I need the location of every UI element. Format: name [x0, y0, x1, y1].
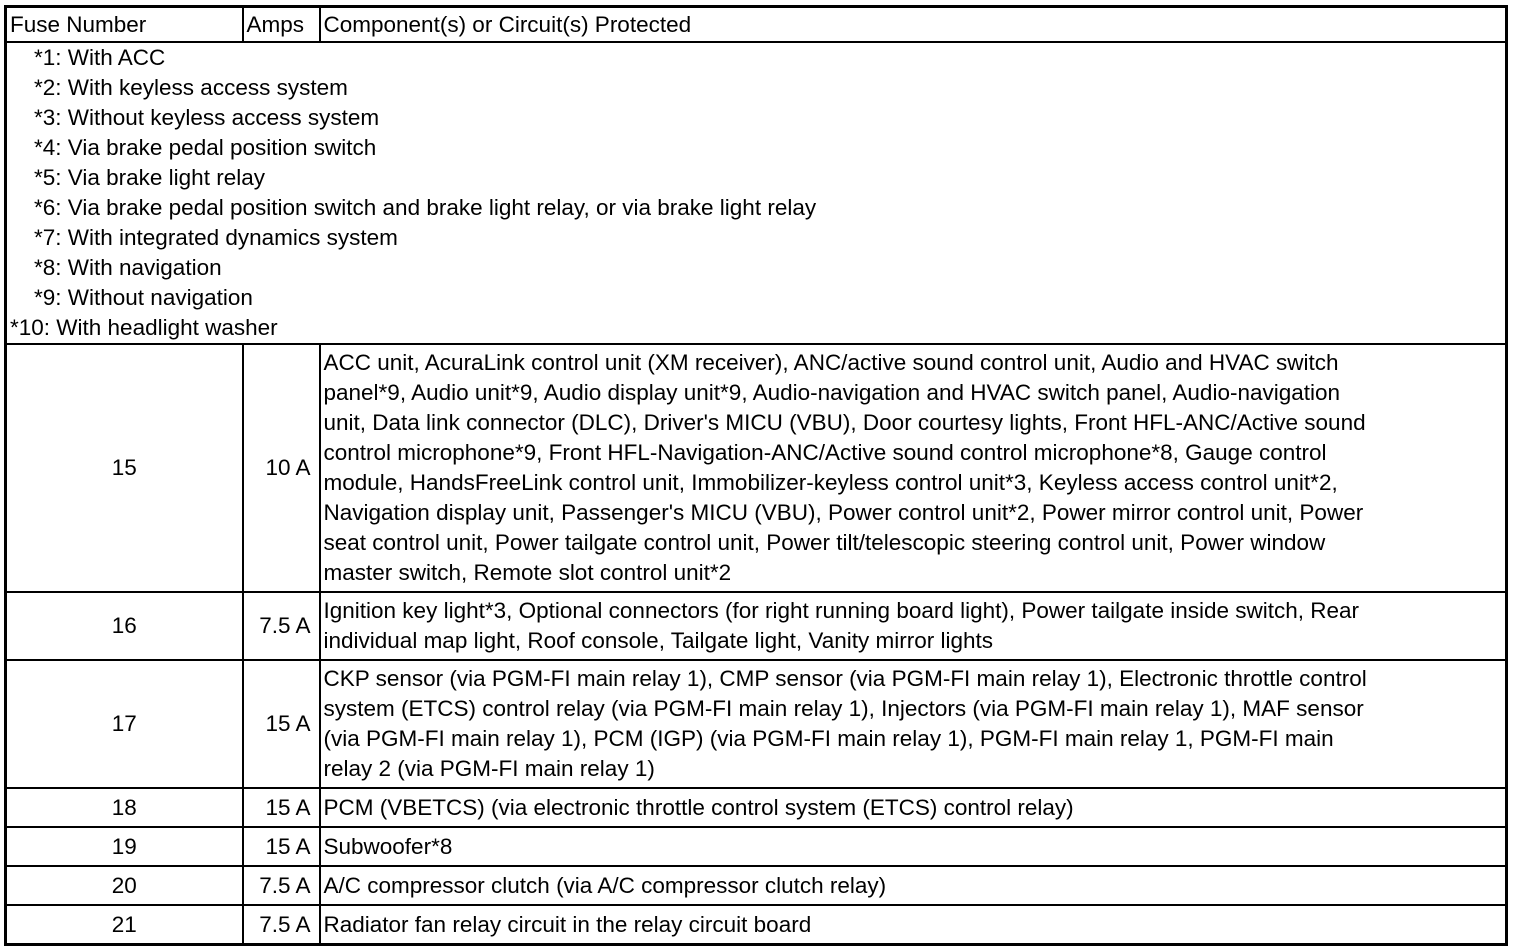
- component-line: master switch, Remote slot control unit*2: [323, 560, 732, 585]
- header-amps: Amps: [243, 7, 320, 43]
- component-line: Ignition key light*3, Optional connectors (for right running board light), Power tailgate inside switch, Rear: [323, 598, 1360, 623]
- fuse-components: [320, 344, 1507, 592]
- table-row: [6, 344, 1507, 592]
- footnote: *5: Via brake light relay: [34, 165, 265, 190]
- fuse-components: [320, 827, 1507, 866]
- footnote: *7: With integrated dynamics system: [34, 225, 398, 250]
- fuse-components: [320, 788, 1507, 827]
- table-row: [6, 905, 1507, 945]
- table-row: [6, 788, 1507, 827]
- fuse-amps: 7.5 A: [243, 592, 320, 660]
- fuse-amps: 7.5 A: [243, 866, 320, 905]
- fuse-number: 21: [6, 905, 243, 945]
- table-row: [6, 866, 1507, 905]
- component-line: control microphone*9, Front HFL-Navigation-ANC/Active sound control microphone*8, Gauge control: [323, 440, 1327, 465]
- component-line: seat control unit, Power tailgate control unit, Power tilt/telescopic steering control unit, Power window: [323, 530, 1326, 555]
- fuse-number: 19: [6, 827, 243, 866]
- component-line: Subwoofer*8: [323, 833, 453, 859]
- component-line: Radiator fan relay circuit in the relay circuit board: [323, 911, 812, 937]
- header-components: Component(s) or Circuit(s) Protected: [320, 7, 1507, 43]
- fuse-number: 18: [6, 788, 243, 827]
- footnote: *9: Without navigation: [34, 285, 253, 310]
- table-row: [6, 660, 1507, 788]
- fuse-components: [320, 905, 1507, 945]
- footnote: *2: With keyless access system: [34, 75, 348, 100]
- component-line: panel*9, Audio unit*9, Audio display unit*9, Audio-navigation and HVAC switch panel, Audio-navigation: [323, 380, 1341, 405]
- fuse-table: [4, 5, 1508, 946]
- table-row: [6, 592, 1507, 660]
- component-line: PCM (VBETCS) (via electronic throttle control system (ETCS) control relay): [323, 794, 1074, 820]
- fuse-amps: 15 A: [243, 788, 320, 827]
- footnote: *3: Without keyless access system: [34, 105, 380, 130]
- fuse-number: 17: [6, 660, 243, 788]
- footnote: *4: Via brake pedal position switch: [34, 135, 377, 160]
- component-line: CKP sensor (via PGM-FI main relay 1), CMP sensor (via PGM-FI main relay 1), Electronic throttle control: [323, 666, 1367, 691]
- footnote: *1: With ACC: [34, 45, 166, 70]
- table-row: [6, 827, 1507, 866]
- notes-row: [6, 42, 1507, 344]
- fuse-number: 15: [6, 344, 243, 592]
- component-line: system (ETCS) control relay (via PGM-FI main relay 1), Injectors (via PGM-FI main relay 1), MAF sensor: [323, 696, 1364, 721]
- component-line: relay 2 (via PGM-FI main relay 1): [323, 756, 655, 781]
- fuse-amps: 15 A: [243, 660, 320, 788]
- fuse-number: 16: [6, 592, 243, 660]
- footnote: *6: Via brake pedal position switch and brake light relay, or via brake light relay: [34, 195, 817, 220]
- fuse-amps: 10 A: [243, 344, 320, 592]
- footnote: *8: With navigation: [34, 255, 222, 280]
- fuse-number: 20: [6, 866, 243, 905]
- component-line: module, HandsFreeLink control unit, Immobilizer-keyless control unit*3, Keyless access control unit*2,: [323, 470, 1338, 495]
- header-row: [6, 7, 1507, 43]
- component-line: ACC unit, AcuraLink control unit (XM receiver), ANC/active sound control unit, Audio and HVAC switch: [323, 350, 1339, 375]
- header-fuse-number: Fuse Number: [6, 7, 243, 43]
- component-line: individual map light, Roof console, Tailgate light, Vanity mirror lights: [323, 628, 993, 653]
- component-line: A/C compressor clutch (via A/C compressor clutch relay): [323, 872, 887, 898]
- footnote: *10: With headlight washer: [10, 315, 278, 340]
- fuse-components: [320, 660, 1507, 788]
- fuse-amps: 7.5 A: [243, 905, 320, 945]
- component-line: (via PGM-FI main relay 1), PCM (IGP) (via PGM-FI main relay 1), PGM-FI main relay 1, PGM-FI main: [323, 726, 1334, 751]
- fuse-components: [320, 592, 1507, 660]
- component-line: unit, Data link connector (DLC), Driver's MICU (VBU), Door courtesy lights, Front HFL-ANC/Active sound: [323, 410, 1366, 435]
- fuse-components: [320, 866, 1507, 905]
- fuse-amps: 15 A: [243, 827, 320, 866]
- component-line: Navigation display unit, Passenger's MICU (VBU), Power control unit*2, Power mirror control unit, Power: [323, 500, 1364, 525]
- footnotes: [6, 42, 1507, 344]
